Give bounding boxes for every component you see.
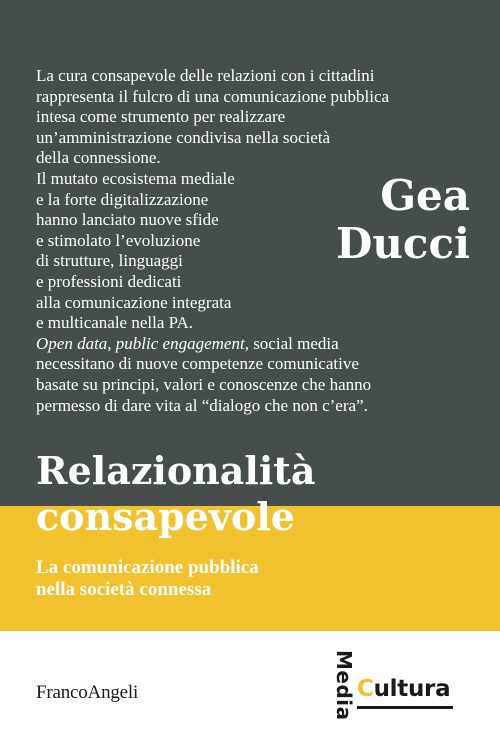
blurb-line-italic: [36, 334, 476, 355]
book-subtitle-line1: La comunicazione pubblica: [36, 557, 259, 578]
book-title-line2: consapevole: [36, 494, 295, 539]
blurb-italic-phrase: Open data, public engagement: [36, 333, 245, 353]
author-name: [300, 172, 470, 268]
series-accent-letter: C: [357, 676, 374, 702]
publisher-logo: FrancoAngeli: [36, 682, 139, 703]
blurb-line: della connessione.: [36, 148, 161, 168]
book-subtitle: [36, 557, 259, 601]
book-title-line1: Relazionalità: [36, 448, 316, 493]
blurb-line: e multicanale nella PA.: [36, 313, 194, 333]
blurb-line: e stimolato l’evoluzione: [36, 230, 201, 250]
book-title: [36, 448, 315, 540]
series-logo-cultura: [357, 676, 450, 702]
blurb-line: permesso di dare vita al “dialogo che non c’era”.: [36, 395, 368, 415]
author-last-name: Ducci: [335, 219, 470, 268]
blurb-line: La cura consapevole delle relazioni con i cittadini: [36, 66, 375, 85]
blurb-line: e professioni dedicati: [36, 271, 182, 291]
blurb-line: necessitano di nuove competenze comunicative: [36, 354, 359, 374]
blurb-line: hanno lanciato nuove sfide: [36, 210, 219, 230]
blurb-line: rappresenta il fulcro di una comunicazione pubblica: [36, 86, 390, 106]
blurb-after-italic: , social media: [244, 333, 339, 353]
blurb-line: e la forte digitalizzazione: [36, 189, 209, 209]
book-subtitle-line2: nella società connessa: [36, 579, 212, 600]
blurb-line: di strutture, linguaggi: [36, 251, 183, 271]
blurb-line: un’amministrazione condivisa nella società: [36, 127, 331, 147]
series-rest-word: ultura: [373, 676, 451, 702]
blurb-line: Il mutato ecosistema mediale: [36, 168, 235, 188]
blurb-line: basate su principi, valori e conoscenze che hanno: [36, 374, 372, 394]
blurb-line: intesa come strumento per realizzare: [36, 107, 286, 127]
series-logo-media: [333, 650, 355, 730]
series-logo-underline: [357, 706, 453, 709]
blurb-line: alla comunicazione integrata: [36, 292, 232, 312]
series-media-word: Media: [332, 650, 356, 721]
author-first-name: Gea: [380, 171, 470, 220]
